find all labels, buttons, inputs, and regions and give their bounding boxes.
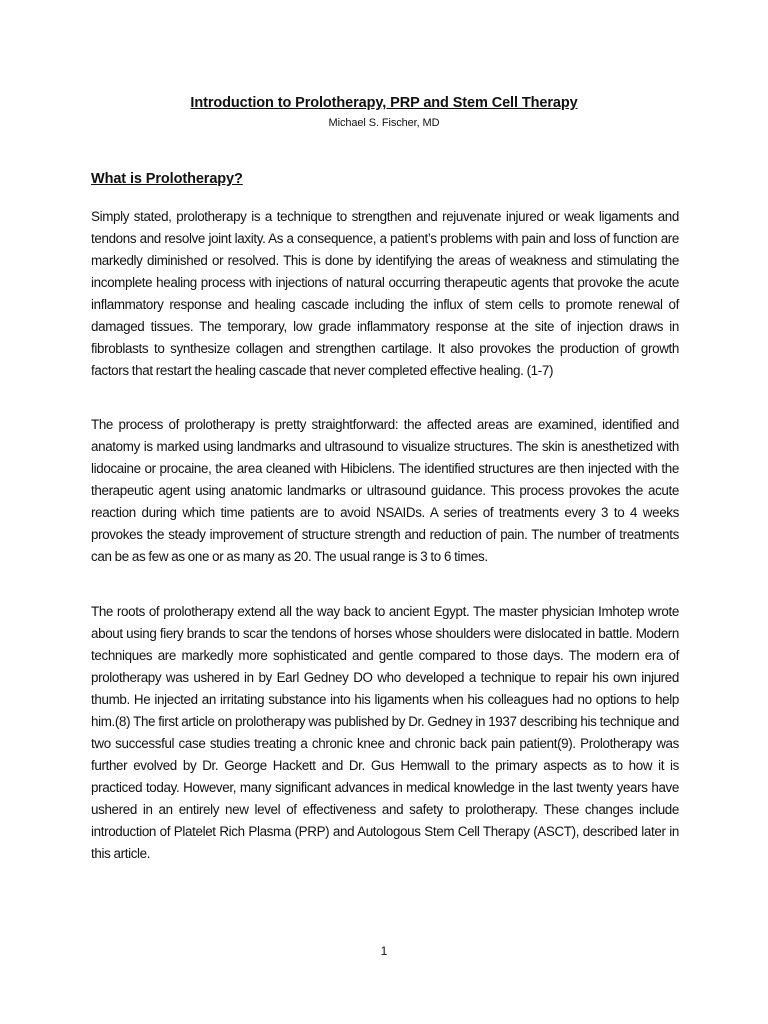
body-paragraph-1-container bbox=[91, 206, 679, 382]
body-paragraph-2-container bbox=[91, 414, 679, 568]
body-paragraph-3-container bbox=[91, 601, 679, 865]
section-heading: What is Prolotherapy? bbox=[91, 171, 243, 187]
body-paragraph: The roots of prolotherapy extend all the way back to ancient Egypt. The master physician Imhotep wrote about using fiery brands to scar the tendons of horses whose shoulders were dislocated in battle. Modern techniques are markedly more sophisticated and gentle compared to those days. The modern era of prolotherapy was ushered in by Earl Gedney DO who developed a technique to repair his own injured thumb. He injected an irritating substance into his ligaments when his colleagues had no options to help him.(8) The first article on prolotherapy was published by Dr. Gedney in 1937 describing his technique and two successful case studies treating a chronic knee and chronic back pain patient(9). Prolotherapy was further evolved by Dr. George Hackett and Dr. Gus Hemwall to the primary aspects as to how it is practiced today. However, many significant advances in medical knowledge in the last twenty years have ushered in an entirely new level of effectiveness and safety to prolotherapy. These changes include introduction of Platelet Rich Plasma (PRP) and Autologous Stem Cell Therapy (ASCT), described later in this article. bbox=[91, 604, 679, 861]
page-number: 1 bbox=[380, 944, 388, 958]
document-title: Introduction to Prolotherapy, PRP and Stem Cell Therapy bbox=[190, 95, 578, 111]
body-paragraph: The process of prolotherapy is pretty straightforward: the affected areas are examined, identified and anatomy is marked using landmarks and ultrasound to visualize structures. The skin is anesthetized with lidocaine or procaine, the area cleaned with Hibiclens. The identified structures are then injected with the therapeutic agent using anatomic landmarks or ultrasound guidance. This process provokes the acute reaction during which time patients are to avoid NSAIDs. A series of treatments every 3 to 4 weeks provokes the steady improvement of structure strength and reduction of pain. The number of treatments can be as few as one or as many as 20. The usual range is 3 to 6 times. bbox=[91, 417, 679, 564]
document-author: Michael S. Fischer, MD bbox=[328, 117, 440, 129]
body-paragraph: Simply stated, prolotherapy is a technique to strengthen and rejuvenate injured or weak ligaments and tendons and resolve joint laxity. As a consequence, a patient’s problems with pain and loss of function are markedly diminished or resolved. This is done by identifying the areas of weakness and stimulating the incomplete healing process with injections of natural occurring therapeutic agents that provoke the acute inflammatory response and healing cascade including the influx of stem cells to promote renewal of damaged tissues. The temporary, low grade inflammatory response at the site of injection draws in fibroblasts to synthesize collagen and strengthen cartilage. It also provokes the production of growth factors that restart the healing cascade that never completed effective healing. (1-7) bbox=[91, 209, 679, 378]
